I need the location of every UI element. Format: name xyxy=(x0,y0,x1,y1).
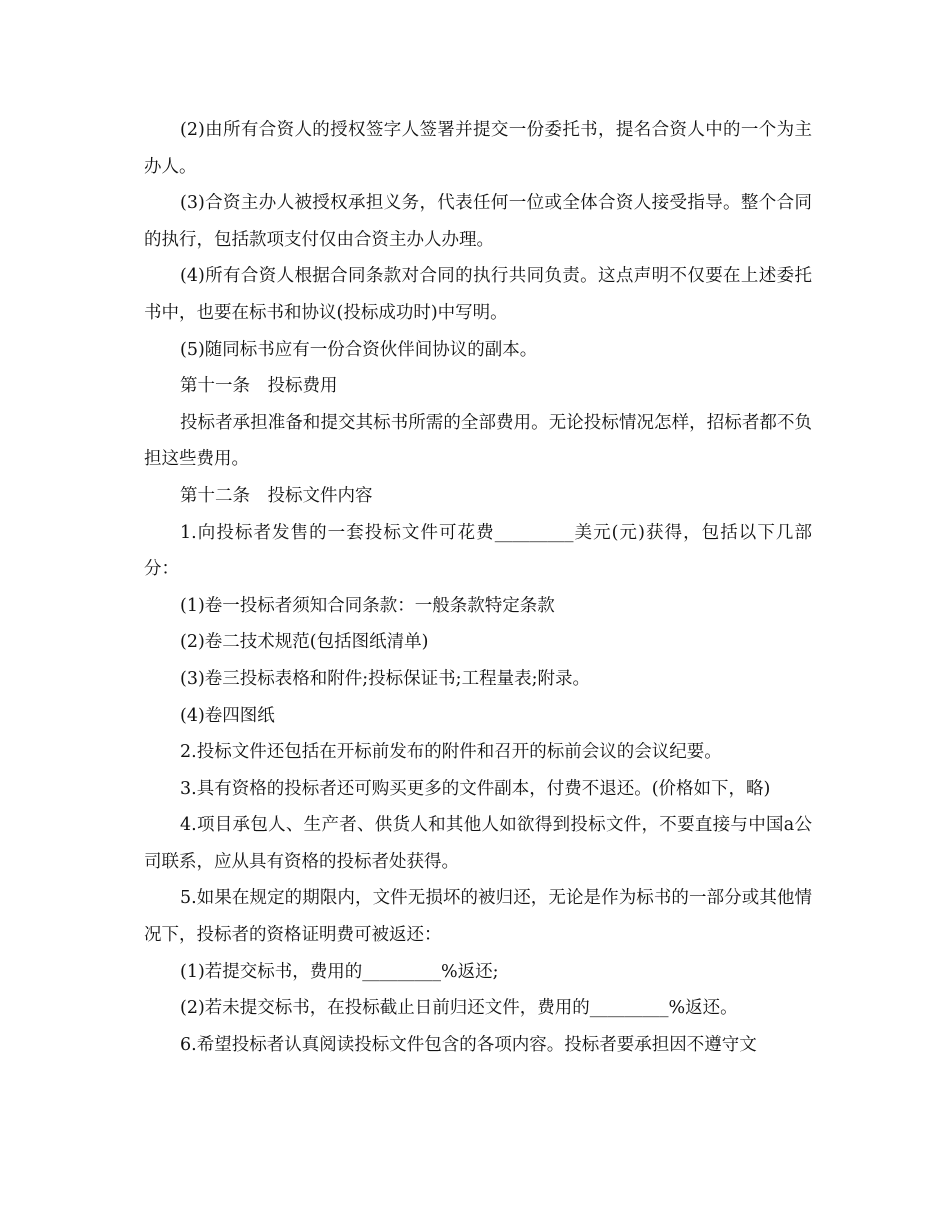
paragraph-obtain-documents: 4.项目承包人、生产者、供货人和其他人如欲得到投标文件，不要直接与中国a公司联系，应从具有资格的投标者处获得。 xyxy=(144,815,812,872)
document-body xyxy=(144,112,812,1063)
list-item-volume-1: (1)卷一投标者须知合同条款：一般条款特定条款 xyxy=(180,595,555,616)
paragraph-fee-refund: 5.如果在规定的期限内，文件无损坏的被归还，无论是作为标书的一部分或其他情况下，投标者的资格证明费可被返还： xyxy=(144,888,812,946)
paragraph-bid-document-purchase: 1.向投标者发售的一套投标文件可花费_________美元(元)获得，包括以下几部分： xyxy=(144,522,812,580)
paragraph-joint-liability: (4)所有合资人根据合同条款对合同的执行共同负责。这点声明不仅要在上述委托书中，也要在标书和协议(投标成功时)中写明。 xyxy=(144,266,812,323)
article-11-heading: 第十一条 投标费用 xyxy=(180,376,338,397)
list-item-refund-not-submitted: (2)若未提交标书，在投标截止日前归还文件，费用的_________%返还。 xyxy=(180,998,738,1019)
paragraph-partner-agreement-copy: (5)随同标书应有一份合资伙伴间协议的副本。 xyxy=(180,339,538,360)
list-item-volume-3: (3)卷三投标表格和附件;投标保证书;工程量表;附录。 xyxy=(180,668,590,689)
paragraph-bid-costs: 投标者承担准备和提交其标书所需的全部费用。无论投标情况怎样，招标者都不负担这些费用。 xyxy=(144,412,812,470)
list-item-refund-submitted: (1)若提交标书，费用的_________%返还; xyxy=(180,961,499,982)
paragraph-joint-venture-power-of-attorney: (2)由所有合资人的授权签字人签署并提交一份委托书，提名合资人中的一个为主办人。 xyxy=(144,120,812,177)
article-12-heading: 第十二条 投标文件内容 xyxy=(180,485,373,506)
paragraph-extra-copies: 3.具有资格的投标者还可购买更多的文件副本，付费不退还。(价格如下，略) xyxy=(180,778,771,799)
paragraph-read-carefully: 6.希望投标者认真阅读投标文件包含的各项内容。投标者要承担因不遵守文 xyxy=(180,1034,757,1055)
list-item-volume-4: (4)卷四图纸 xyxy=(180,705,275,726)
list-item-volume-2: (2)卷二技术规范(包括图纸清单) xyxy=(180,632,429,653)
paragraph-lead-partner-authority: (3)合资主办人被授权承担义务，代表任何一位或全体合资人接受指导。整个合同的执行，包括款项支付仅由合资主办人办理。 xyxy=(144,193,812,250)
paragraph-addenda-minutes: 2.投标文件还包括在开标前发布的附件和召开的标前会议的会议纪要。 xyxy=(180,742,722,763)
